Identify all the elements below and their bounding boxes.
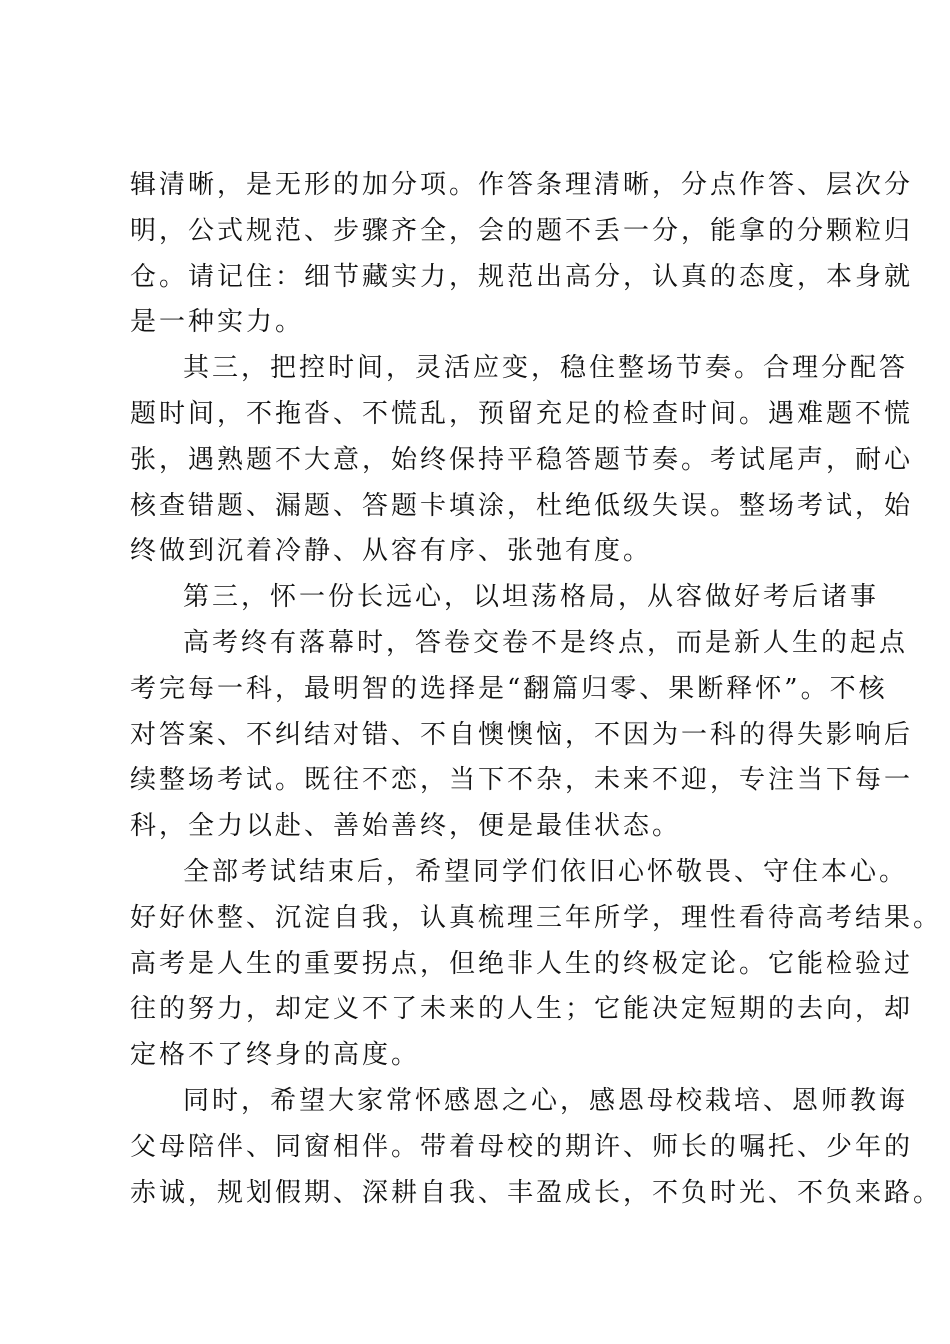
text-line: 对答案、不纠结对错、不自懊懊恼，不因为一科的得失影响后 bbox=[130, 719, 914, 750]
text-line: 赤诚，规划假期、深耕自我、丰盈成长，不负时光、不负来路。 bbox=[130, 1177, 943, 1208]
text-line: 明，公式规范、步骤齐全，会的题不丢一分，能拿的分颗粒归 bbox=[130, 215, 914, 246]
text-line: 张，遇熟题不大意，始终保持平稳答题节奏。考试尾声，耐心 bbox=[130, 444, 914, 475]
text-line: 终做到沉着冷静、从容有序、张弛有度。 bbox=[130, 536, 653, 567]
text-line: 是一种实力。 bbox=[130, 307, 305, 338]
text-line: 核查错题、漏题、答题卡填涂，杜绝低级失误。整场考试，始 bbox=[130, 490, 914, 521]
text-line: 仓。请记住：细节藏实力，规范出高分，认真的态度，本身就 bbox=[130, 261, 914, 292]
body-text bbox=[130, 163, 943, 1216]
section-heading: 第三，怀一份长远心，以坦荡格局，从容做好考后诸事 bbox=[183, 582, 880, 613]
paragraph-start-line: 全部考试结束后，希望同学们依旧心怀敬畏、守住本心。 bbox=[183, 856, 909, 887]
text-line: 往的努力，却定义不了未来的人生；它能决定短期的去向，却 bbox=[130, 994, 914, 1025]
text-line: 科，全力以赴、善始善终，便是最佳状态。 bbox=[130, 811, 682, 842]
text-line: 题时间，不拖沓、不慌乱，预留充足的检查时间。遇难题不慌 bbox=[130, 398, 914, 429]
text-line: 高考是人生的重要拐点，但绝非人生的终极定论。它能检验过 bbox=[130, 948, 914, 979]
text-line: 定格不了终身的高度。 bbox=[130, 1040, 421, 1071]
paragraph-start-line: 其三，把控时间，灵活应变，稳住整场节奏。合理分配答 bbox=[183, 353, 909, 384]
text-line: 好好休整、沉淀自我，认真梳理三年所学，理性看待高考结果。 bbox=[130, 902, 943, 933]
text-line: 续整场考试。既往不恋，当下不杂，未来不迎，专注当下每一 bbox=[130, 765, 914, 796]
text-line: 父母陪伴、同窗相伴。带着母校的期许、师长的嘱托、少年的 bbox=[130, 1131, 914, 1162]
paragraph-start-line: 同时，希望大家常怀感恩之心，感恩母校栽培、恩师教诲 bbox=[183, 1085, 909, 1116]
paragraph-start-line: 高考终有落幕时，答卷交卷不是终点，而是新人生的起点 bbox=[183, 627, 909, 658]
text-line: 辑清晰，是无形的加分项。作答条理清晰，分点作答、层次分 bbox=[130, 170, 914, 200]
text-line: 考完每一科，最明智的选择是“翻篇归零、果断释怀”。不核 bbox=[130, 673, 888, 704]
